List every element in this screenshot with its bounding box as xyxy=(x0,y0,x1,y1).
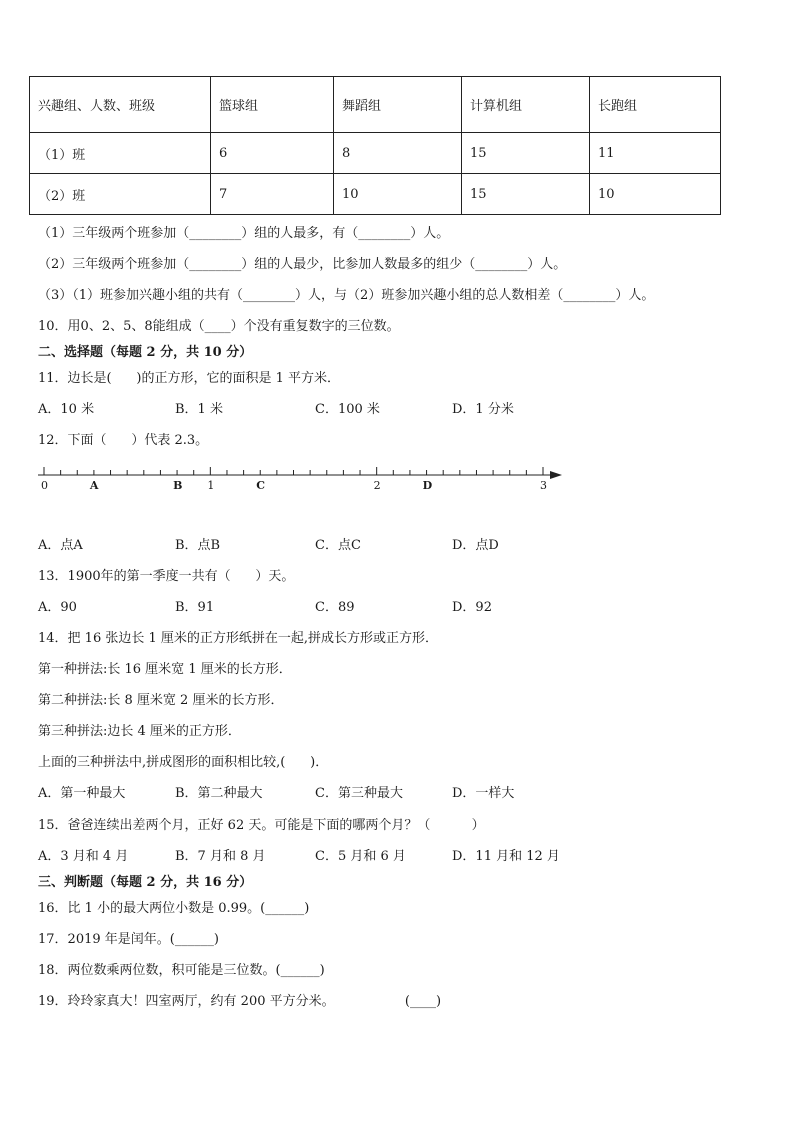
q14-line1: 第一种拼法:长 16 厘米宽 1 厘米的长方形． xyxy=(38,662,292,677)
q11-options xyxy=(38,402,738,418)
table-header-cell: 长跑组 xyxy=(590,77,721,133)
table-cell: 10 xyxy=(334,174,462,215)
table-cell: 11 xyxy=(590,133,721,174)
number-line-point-b: B xyxy=(173,479,183,492)
table-header-cell: 舞蹈组 xyxy=(334,77,462,133)
table-cell: （1）班 xyxy=(30,133,211,174)
table-header-row xyxy=(30,77,721,133)
option-c: C．100 米 xyxy=(315,402,380,417)
table-header-cell: 计算机组 xyxy=(462,77,590,133)
option-a: A．10 米 xyxy=(38,402,95,417)
option-a: A．3 月和 4 月 xyxy=(38,849,129,864)
table-header-cell: 兴趣组、人数、班级 xyxy=(30,77,211,133)
table-cell: 8 xyxy=(334,133,462,174)
table-row xyxy=(30,174,721,215)
number-line-point-c: C xyxy=(256,479,265,492)
table-cell: 7 xyxy=(211,174,334,215)
option-c: C．点C xyxy=(315,538,361,553)
section2-heading: 二、选择题（每题 2 分，共 10 分） xyxy=(38,345,253,360)
q19: 19．玲玲家真大！四室两厅，约有 200 平方分米。 (____) xyxy=(38,994,442,1009)
q12-stem: 12．下面（ ）代表 2.3。 xyxy=(38,433,209,448)
q14-line4: 上面的三种拼法中,拼成图形的面积相比较,( )． xyxy=(38,755,329,770)
table-cell: 6 xyxy=(211,133,334,174)
table-cell: （2）班 xyxy=(30,174,211,215)
q16: 16．比 1 小的最大两位小数是 0.99。(______) xyxy=(38,901,310,916)
number-line xyxy=(30,458,570,494)
table-cell: 15 xyxy=(462,174,590,215)
option-a: A．点A xyxy=(38,538,83,553)
option-a: A．90 xyxy=(38,600,77,615)
q15-options xyxy=(38,849,738,865)
q9-sub3: （3）（1）班参加兴趣小组的共有（________）人，与（2）班参加兴趣小组的总人数相差（________）人。 xyxy=(38,288,655,303)
number-line-point-d: D xyxy=(422,479,433,492)
option-c: C．89 xyxy=(315,600,355,615)
option-b: B．点B xyxy=(175,538,221,553)
number-line-label: 1 xyxy=(207,479,215,492)
option-b: B．1 米 xyxy=(175,402,223,417)
q9-sub2: （2）三年级两个班参加（________）组的人最少，比参加人数最多的组少（________）人。 xyxy=(38,257,567,272)
section3-heading: 三、判断题（每题 2 分，共 16 分） xyxy=(38,875,253,890)
q15-stem: 15．爸爸连续出差两个月，正好 62 天。可能是下面的哪两个月？（ ） xyxy=(38,818,485,833)
option-b: B．7 月和 8 月 xyxy=(175,849,266,864)
option-d: D．一样大 xyxy=(452,786,515,801)
q14-stem: 14．把 16 张边长 1 厘米的正方形纸拼在一起,拼成长方形或正方形． xyxy=(38,631,439,646)
option-a: A．第一种最大 xyxy=(38,786,126,801)
number-line-point-a: A xyxy=(89,479,99,492)
q11-stem: 11．边长是( )的正方形，它的面积是 1 平方米． xyxy=(38,371,341,386)
q10: 10．用0、2、5、8能组成（____）个没有重复数字的三位数。 xyxy=(38,319,400,334)
q12-options xyxy=(38,538,738,554)
q14-line3: 第三种拼法:边长 4 厘米的正方形． xyxy=(38,724,241,739)
q13-options xyxy=(38,600,738,616)
table-header-cell: 篮球组 xyxy=(211,77,334,133)
option-c: C．5 月和 6 月 xyxy=(315,849,406,864)
option-d: D．点D xyxy=(452,538,499,553)
option-c: C．第三种最大 xyxy=(315,786,403,801)
q14-line2: 第二种拼法:长 8 厘米宽 2 厘米的长方形． xyxy=(38,693,284,708)
q18: 18．两位数乘两位数，积可能是三位数。(______) xyxy=(38,963,325,978)
table-cell: 15 xyxy=(462,133,590,174)
number-line-label: 0 xyxy=(41,479,48,492)
q13-stem: 13．1900年的第一季度一共有（ ）天。 xyxy=(38,569,295,584)
option-d: D．11 月和 12 月 xyxy=(452,849,560,864)
table-cell: 10 xyxy=(590,174,721,215)
number-line-label: 3 xyxy=(540,479,547,492)
number-line-arrow xyxy=(550,471,562,479)
q14-options xyxy=(38,786,738,802)
q17: 17．2019 年是闰年。(______) xyxy=(38,932,219,947)
number-line-label: 2 xyxy=(373,479,381,492)
option-b: B．第二种最大 xyxy=(175,786,263,801)
table-row xyxy=(30,133,721,174)
option-b: B．91 xyxy=(175,600,215,615)
option-d: D．92 xyxy=(452,600,492,615)
option-d: D．1 分米 xyxy=(452,402,514,417)
interest-group-table xyxy=(29,76,721,215)
q9-sub1: （1）三年级两个班参加（________）组的人最多，有（________）人。 xyxy=(38,226,450,241)
